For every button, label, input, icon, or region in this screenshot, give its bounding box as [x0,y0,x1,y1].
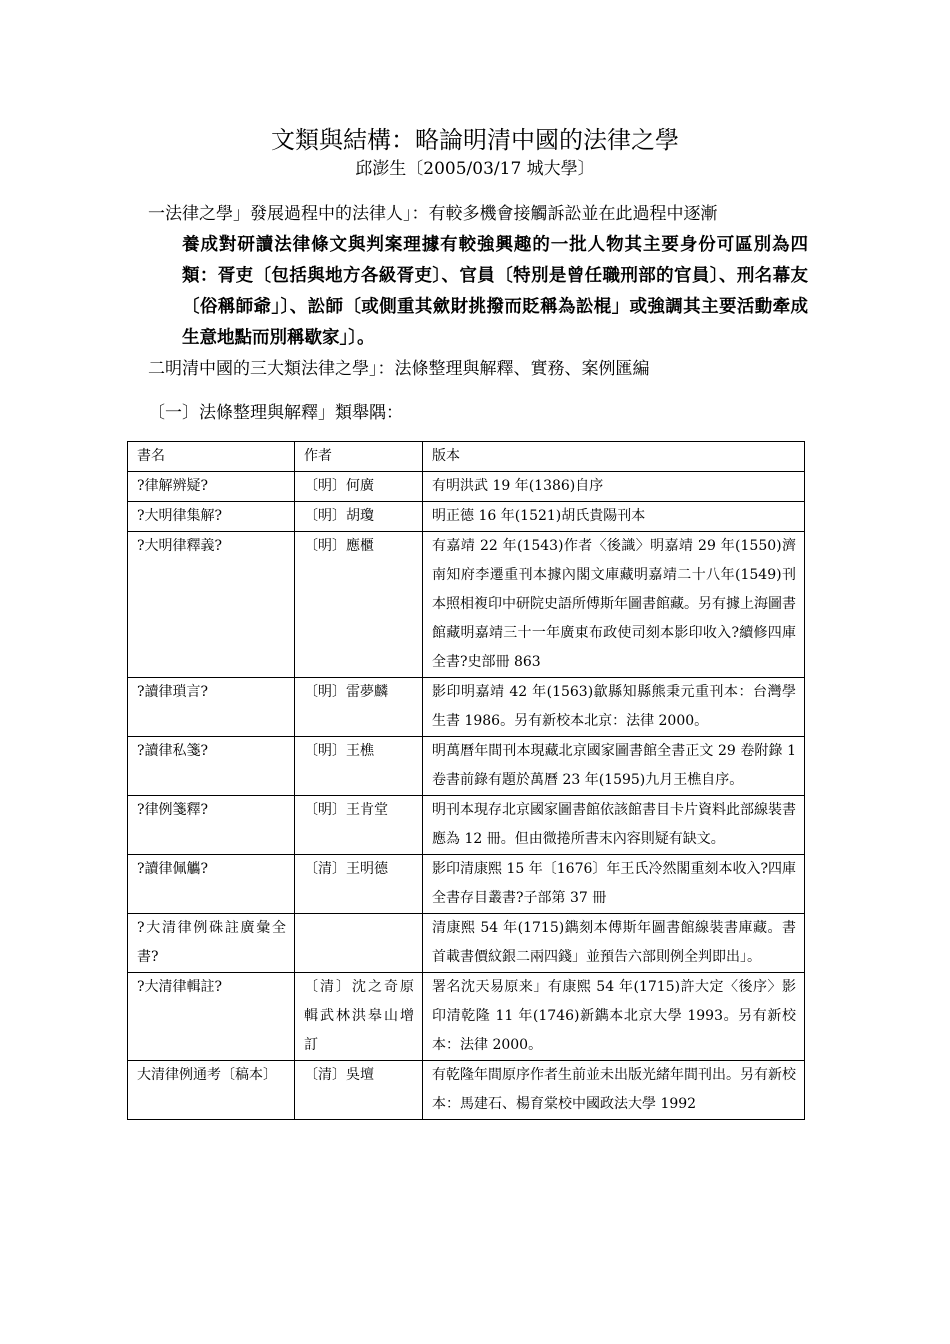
table-row [128,1061,805,1120]
edition-cell: 明萬曆年間刊本現藏北京國家圖書館全書正文 29 卷附錄 1 卷書前錄有題於萬曆 23 年(1595)九月王樵自序。 [423,737,805,796]
table-header-row [128,442,805,472]
author-cell: 〔清〕吳壇 [295,1061,423,1120]
edition-cell: 明刊本現存北京國家圖書館依該館書目卡片資料此部線裝書應為 12 冊。但由微捲所書末內容則疑有缺文。 [423,796,805,855]
section-one-body: 養成對研讀法律條文與判案理據有較強興趣的一批人物其主要身份可區別為四類：胥吏〔包括與地方各級胥吏〕、官員〔特別是曾任職刑部的官員〕、刑名幕友〔俗稱師爺」〕、訟師〔或側重其歛財挑撥而貶稱為訟棍」或強調其主要活動牽成生意地點而別稱歇家」〕。 [182,235,808,348]
author-cell: 〔明〕何廣 [295,472,423,502]
author-cell: 〔明〕王肯堂 [295,796,423,855]
book-name-cell: ?讀律瑣言? [128,678,295,737]
book-name-cell: ?讀律私箋? [128,737,295,796]
edition-cell: 有嘉靖 22 年(1543)作者〈後識〉明嘉靖 29 年(1550)濟南知府李遷重刊本據內閣文庫藏明嘉靖二十八年(1549)刊本照相複印中研院史語所傅斯年圖書館藏。另有據上海圖書館藏明嘉靖三十一年廣東布政使司刻本影印收入?續修四庫全書?史部冊 863 [423,532,805,678]
table-row [128,855,805,914]
document-title: 文類與結構：略論明清中國的法律之學 [271,126,679,154]
edition-cell: 署名沈天易原来」有康熙 54 年(1715)許大定〈後序〉影印清乾隆 11 年(1746)新鐫本北京大學 1993。另有新校本：法律 2000。 [423,973,805,1061]
table-row [128,502,805,532]
table-row [128,532,805,678]
table-row [128,472,805,502]
table-row [128,737,805,796]
book-name-cell: ?大清律例硃註廣彙全書? [128,914,295,973]
table-row [128,678,805,737]
author-line: 邱澎生〔2005/03/17 城大學〕 [355,159,595,179]
law-books-table [127,441,805,1120]
book-name-cell: ?律解辨疑? [128,472,295,502]
edition-cell: 明正德 16 年(1521)胡氏貴陽刊本 [423,502,805,532]
edition-cell: 影印明嘉靖 42 年(1563)歙縣知縣熊秉元重刊本：台灣學生書 1986。另有新校本北京：法律 2000。 [423,678,805,737]
book-name-cell: ?律例箋釋? [128,796,295,855]
author-cell: 〔明〕雷夢麟 [295,678,423,737]
header-author: 作者 [295,442,423,472]
edition-cell: 有乾隆年間原序作者生前並未出版光緒年間刊出。另有新校本：馬建石、楊育棠校中國政法大學 1992 [423,1061,805,1120]
book-name-cell: ?大明律釋義? [128,532,295,678]
section-one-paragraph [148,199,808,354]
author-cell: 〔明〕王樵 [295,737,423,796]
edition-cell: 有明洪武 19 年(1386)自序 [423,472,805,502]
book-name-cell: ?大清律輯註? [128,973,295,1061]
edition-cell: 清康熙 54 年(1715)鐫刻本傅斯年圖書館線裝書庫藏。書首載書價紋銀二兩四錢」並預告六部則例全判即出」。 [423,914,805,973]
section-three-heading: 〔一〕法條整理與解釋」類舉隅： [148,403,403,423]
header-edition: 版本 [423,442,805,472]
author-cell: 〔清〕沈之奇原輯武林洪皋山增訂 [295,973,423,1061]
section-two-heading: 二明清中國的三大類法律之學」：法條整理與解釋、實務、案例匯編 [148,359,650,379]
section-one-lead: 一法律之學」發展過程中的法律人」：有較多機會接觸訴訟並在此過程中逐漸 [148,204,718,224]
book-name-cell: 大清律例通考〔稿本〕 [128,1061,295,1120]
edition-cell: 影印清康熙 15 年〔1676〕年王氏冷然閣重刻本收入?四庫全書存目叢書?子部第 37 冊 [423,855,805,914]
table-row [128,796,805,855]
header-book-name: 書名 [128,442,295,472]
book-name-cell: ?讀律佩觿? [128,855,295,914]
book-name-cell: ?大明律集解? [128,502,295,532]
table-row [128,914,805,973]
author-cell [295,914,423,973]
author-cell: 〔明〕胡瓊 [295,502,423,532]
author-cell: 〔清〕王明德 [295,855,423,914]
table-row [128,973,805,1061]
author-cell: 〔明〕應櫃 [295,532,423,678]
